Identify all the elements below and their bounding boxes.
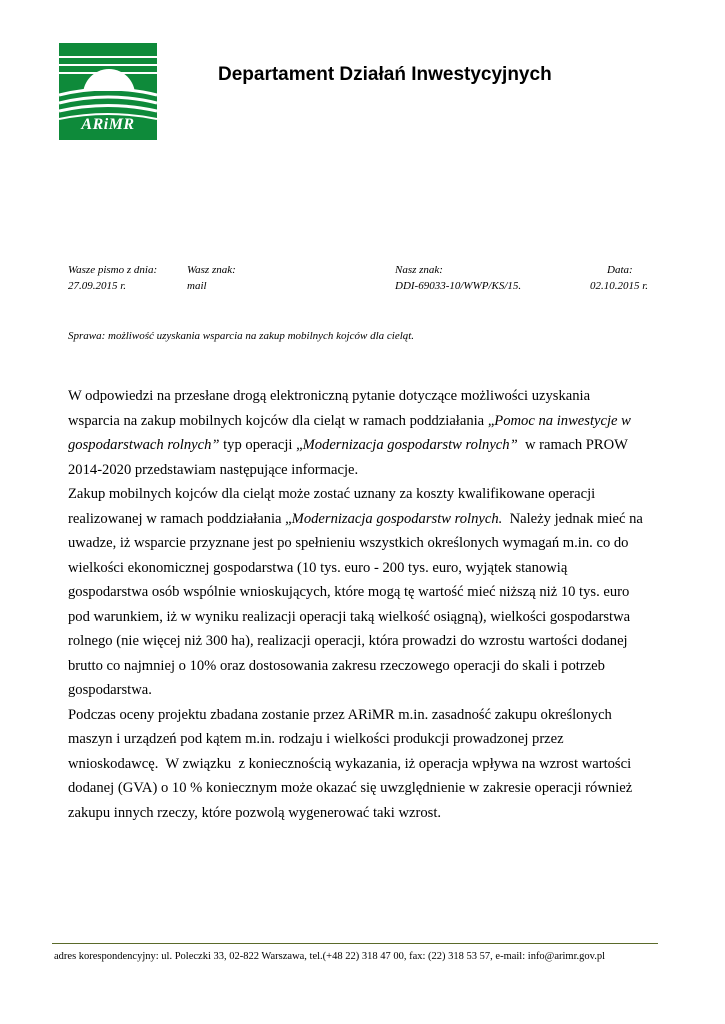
- date-label: Data:: [607, 264, 633, 276]
- body-line: maszyn i urządzeń pod kątem m.in. rodzaju i wielkości produkcji prowadzonej przez: [68, 731, 564, 747]
- body-line: 2014-2020 przedstawiam następujące informacje.: [68, 461, 359, 478]
- body-line: W odpowiedzi na przesłane drogą elektroniczną pytanie dotyczące możliwości uzyskania: [68, 388, 591, 404]
- logo-text: ARiMR: [81, 116, 135, 133]
- body-line: pod warunkiem, iż w wyniku realizacji operacji taką wielkość osiągną), wielkości gospodarstwa: [68, 608, 631, 625]
- body-line: zakupu innych rzeczy, które pozwolą wygenerować taki wzrost.: [68, 804, 442, 821]
- wasz-znak-value: mail: [187, 280, 207, 292]
- paragraph-3: [68, 703, 656, 826]
- body-line: Zakup mobilnych kojców dla cieląt może zostać uznany za koszty kwalifikowane operacji: [68, 486, 596, 502]
- nasz-znak-label: Nasz znak:: [395, 264, 443, 276]
- arimr-logo: [59, 43, 157, 140]
- body-line: gospodarstwach rolnych” typ operacji „Modernizacja gospodarstw rolnych” w ramach PROW: [68, 437, 628, 453]
- letter-body: [68, 384, 656, 825]
- body-line: Podczas oceny projektu zbadana zostanie przez ARiMR m.in. zasadność zakupu określonych: [68, 706, 612, 723]
- body-line: realizowanej w ramach poddziałania „Modernizacja gospodarstw rolnych. Należy jednak mieć na: [68, 510, 643, 527]
- paragraph-1: [68, 384, 656, 482]
- body-line: dodanej (GVA) o 10 % koniecznym może okazać się uwzględnienie w zakresie operacji również: [68, 780, 633, 796]
- body-line: wielkości ekonomicznej gospodarstwa (10 tys. euro - 200 tys. euro, wyjątek stanowią: [68, 559, 568, 576]
- body-line: gospodarstwa.: [68, 682, 152, 698]
- date-value: 02.10.2015 r.: [590, 280, 649, 292]
- body-line: rolnego (nie więcej niż 300 ha), realizacji operacji, która prowadzi do wzrostu wartości dodanej: [68, 633, 628, 649]
- footer-divider: [52, 943, 658, 944]
- body-line: uwadze, iż wsparcie przyznane jest po spełnieniu wszystkich określonych wymagań m.in. co do: [68, 535, 629, 551]
- wasze-pismo-label: Wasze pismo z dnia:: [68, 264, 158, 276]
- body-line: wsparcia na zakup mobilnych kojców dla cieląt w ramach poddziałania „Pomoc na inwestycje w: [68, 412, 631, 429]
- body-line: wnioskodawcę. W związku z koniecznością wykazania, iż operacja wpływa na wzrost wartości: [68, 755, 632, 772]
- wasz-znak-label: Wasz znak:: [187, 264, 236, 276]
- wasze-pismo-value: 27.09.2015 r.: [68, 280, 127, 292]
- paragraph-2: [68, 482, 656, 703]
- department-title: Departament Działań Inwestycyjnych: [218, 64, 552, 85]
- footer-address: adres korespondencyjny: ul. Poleczki 33, 02-822 Warszawa, tel.(+48 22) 318 47 00, fax: (22) 318 53 57, e-mail: info@arimr.gov.pl: [54, 951, 605, 962]
- subject-line: Sprawa: możliwość uzyskania wsparcia na zakup mobilnych kojców dla cieląt.: [68, 330, 415, 342]
- nasz-znak-value: DDI-69033-10/WWP/KS/15.: [395, 280, 522, 292]
- body-line: gospodarstwa osób wspólnie wnioskujących, które mogą tę wartość mieć niższą niż 10 tys. euro: [68, 584, 630, 600]
- body-line: brutto co najmniej o 10% oraz dostosowania zakresu rzeczowego operacji do skali i potrzeb: [68, 657, 605, 674]
